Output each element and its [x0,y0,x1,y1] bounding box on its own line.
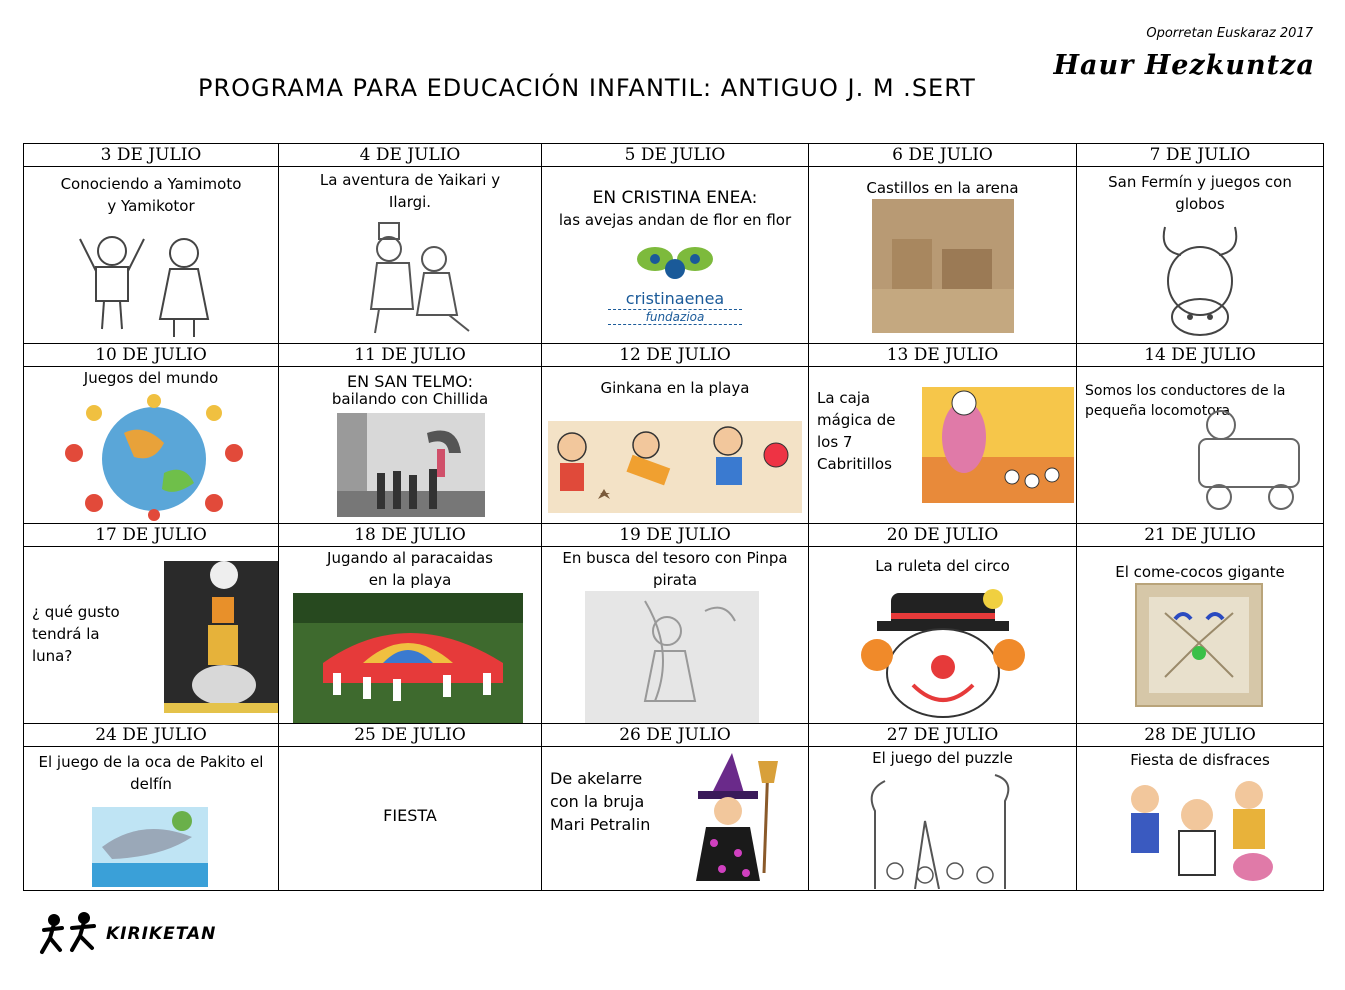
date-cell: 28 DE JULIO [1077,724,1324,747]
clown-icon [857,585,1029,721]
activity-cell [809,367,1077,524]
activity-subtext: las avejas andan de flor en flor [558,211,792,229]
date-row [24,724,1324,747]
schedule-table [23,143,1324,891]
activity-cell [24,167,279,344]
date-cell: 18 DE JULIO [279,524,542,547]
date-cell: 13 DE JULIO [809,344,1077,367]
date-cell: 6 DE JULIO [809,144,1077,167]
sandcastle-photo-icon [872,199,1014,333]
activity-text: ¿ qué gusto tendrá la luna? [32,603,120,665]
activity-cell [542,747,809,891]
activity-cell [279,547,542,724]
bull-drawing-icon [1155,221,1245,339]
activity-cell [542,167,809,344]
activity-cell [24,547,279,724]
activity-text: Somos los conductores de la pequeña locomotora [1085,383,1286,419]
date-row [24,344,1324,367]
date-cell: 5 DE JULIO [542,144,809,167]
date-row [24,524,1324,547]
activity-row [24,367,1324,524]
activity-cell [1077,747,1324,891]
forest-animals-drawing-icon [855,771,1031,889]
activity-text: El come-cocos gigante [1115,563,1285,581]
activity-cell [279,167,542,344]
footer-logo [36,912,216,956]
date-cell: 17 DE JULIO [24,524,279,547]
activity-cell [1077,167,1324,344]
activity-text: De akelarre con la bruja Mari Petralin [550,769,651,834]
activity-text: EN SAN TELMO: [347,372,473,391]
date-cell: 21 DE JULIO [1077,524,1324,547]
date-cell: 10 DE JULIO [24,344,279,367]
date-cell: 20 DE JULIO [809,524,1077,547]
peacock-logo-icon [600,241,750,327]
activity-row [24,547,1324,724]
costume-kids-icon [1115,775,1279,887]
activity-text: La ruleta del circo [875,557,1010,575]
activity-text: La aventura de Yaikari y Ilargi. [319,171,501,211]
page-title: PROGRAMA PARA EDUCACIÓN INFANTIL: ANTIGUO J. M .SERT [198,74,976,102]
chillida-photo-icon [337,413,485,517]
header-big-text: Haur Hezkuntza [1053,50,1315,81]
activity-cell [279,747,542,891]
logo-text: cristinaenea [625,289,725,308]
activity-text: Fiesta de disfraces [1130,751,1270,769]
activity-row [24,747,1324,891]
kids-drawing-icon [74,229,224,339]
activity-cell [24,747,279,891]
train-drawing-icon [1185,403,1311,511]
activity-cell [1077,367,1324,524]
activity-cell [809,167,1077,344]
date-cell: 24 DE JULIO [24,724,279,747]
activity-text: San Fermín y juegos con globos [1108,173,1292,213]
date-cell: 3 DE JULIO [24,144,279,167]
activity-text: El juego del puzzle [872,749,1013,767]
cootie-catcher-icon [1135,583,1263,707]
activity-text: El juego de la oca de Pakito el delfín [38,753,264,793]
goat-illustration-icon [922,387,1074,503]
activity-text: Conociendo a Yamimoto y Yamikotor [60,175,242,215]
kids-explorer-drawing-icon [349,219,479,339]
beach-kids-icon [548,421,802,513]
activity-cell [1077,547,1324,724]
activity-cell [542,547,809,724]
date-cell: 14 DE JULIO [1077,344,1324,367]
activity-text: La caja mágica de los 7 Cabritillos [817,389,896,473]
activity-row [24,167,1324,344]
activity-cell [809,547,1077,724]
date-cell: 19 DE JULIO [542,524,809,547]
date-cell: 27 DE JULIO [809,724,1077,747]
activity-cell [24,367,279,524]
animal-tower-icon [164,561,278,713]
activity-text: Juegos del mundo [83,369,219,387]
date-cell: 25 DE JULIO [279,724,542,747]
date-cell: 4 DE JULIO [279,144,542,167]
date-cell: 11 DE JULIO [279,344,542,367]
pirate-drawing-icon [585,591,759,723]
activity-text: FIESTA [383,806,437,825]
date-row [24,144,1324,167]
activity-cell [809,747,1077,891]
activity-cell [542,367,809,524]
date-cell: 12 DE JULIO [542,344,809,367]
activity-text: Jugando al paracaidas en la playa [327,549,493,589]
witch-icon [684,753,780,889]
parachute-photo-icon [293,593,523,723]
activity-text: En busca del tesoro con Pinpa pirata [562,549,788,589]
activity-subtext: bailando con Chillida [331,390,489,408]
date-cell: 26 DE JULIO [542,724,809,747]
dolphin-icon [92,807,208,887]
activity-text: Ginkana en la playa [600,379,750,397]
activity-text: Castillos en la arena [866,179,1019,197]
activity-cell [279,367,542,524]
running-figures-logo-icon [36,912,100,956]
activity-text: EN CRISTINA ENEA: [592,188,758,208]
date-cell: 7 DE JULIO [1077,144,1324,167]
world-children-icon [54,393,254,521]
logo-subtext: fundazioa [608,309,742,325]
footer-logo-text: KIRIKETAN [106,924,217,944]
header-small-text: Oporretan Euskaraz 2017 [1146,26,1313,41]
